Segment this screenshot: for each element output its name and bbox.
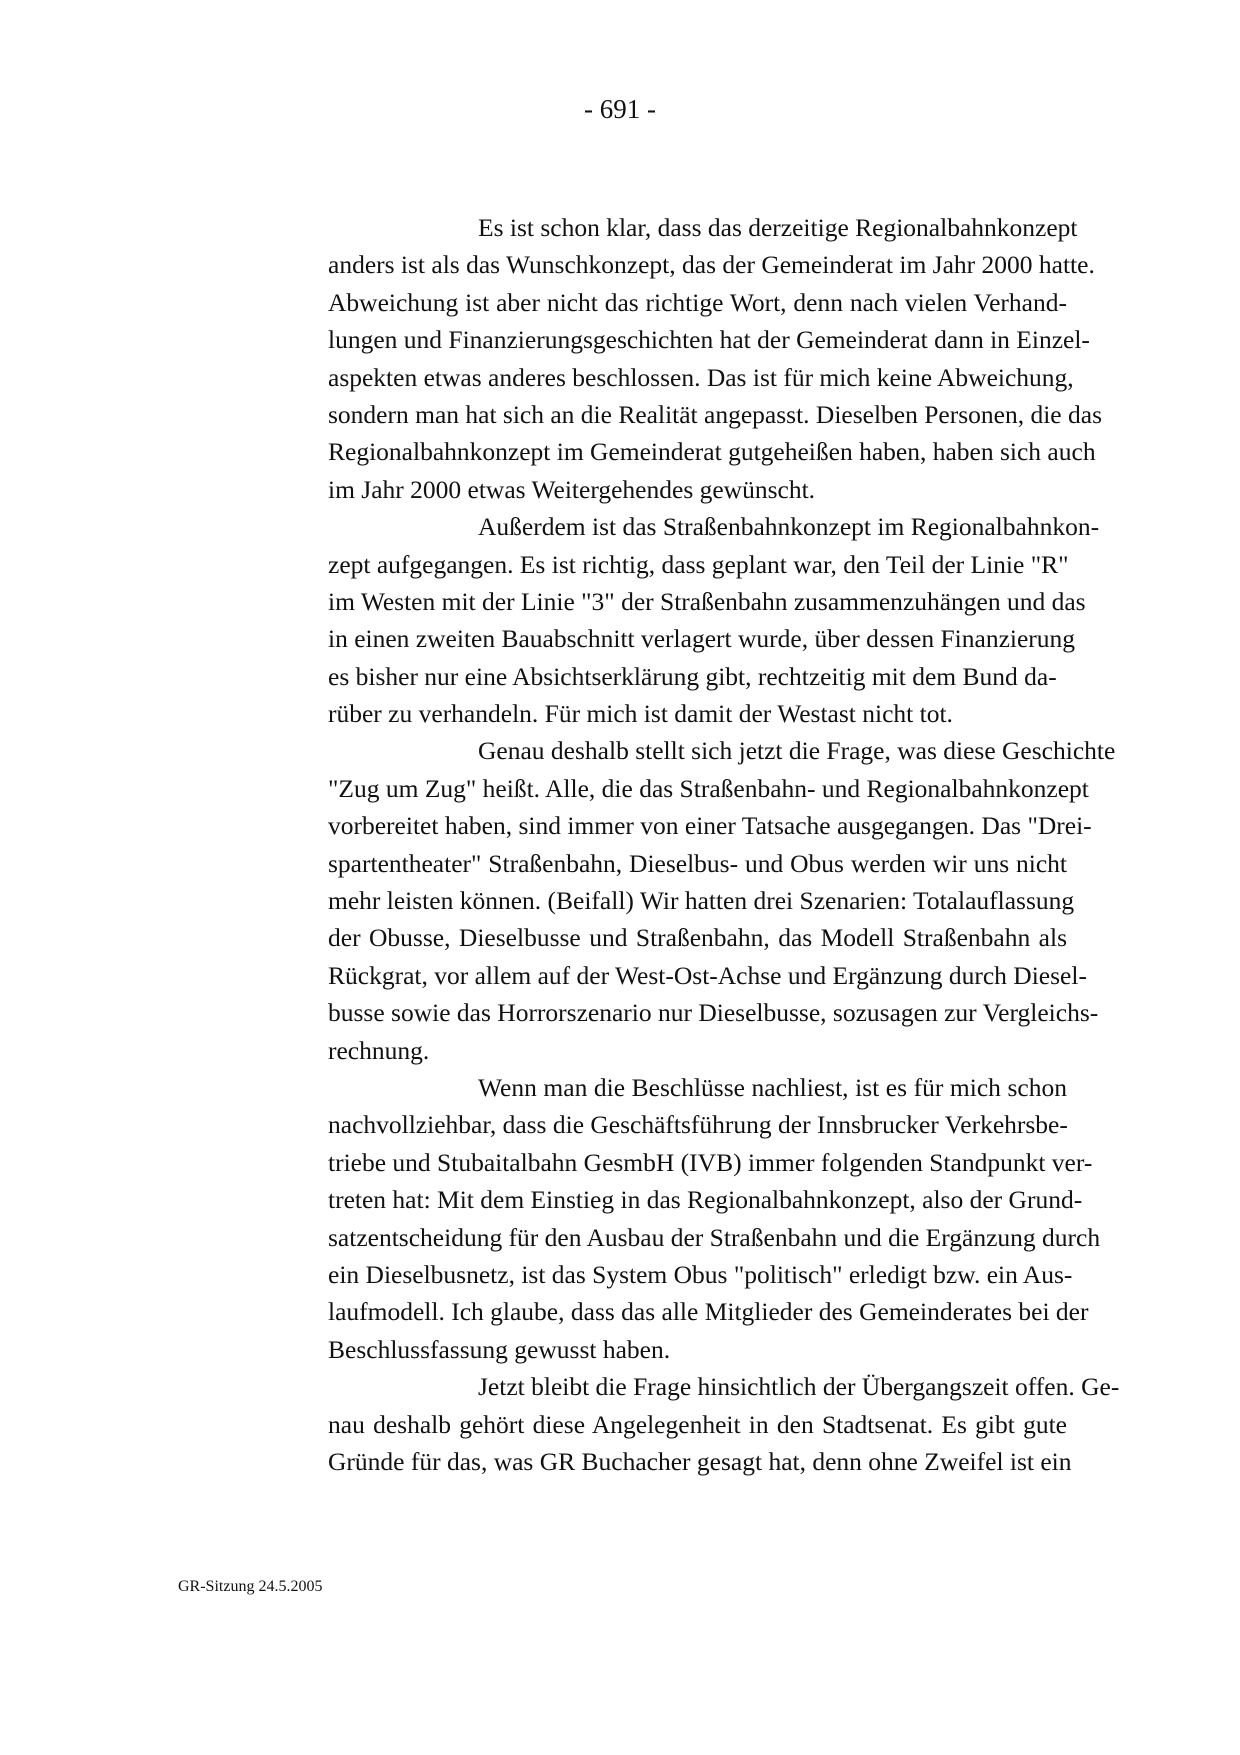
paragraph-1 bbox=[178, 209, 1102, 508]
text-line: der Obusse, Dieselbusse und Straßenbahn, das Modell Straßenbahn als bbox=[328, 923, 1067, 953]
paragraph-2 bbox=[178, 508, 1100, 732]
paragraph-4 bbox=[178, 1069, 1101, 1368]
text-line: nau deshalb gehört diese Angelegenheit in den Stadtsenat. Es gibt gute bbox=[328, 1409, 1067, 1439]
text-line: triebe und Stubaitalbahn GesmbH (IVB) immer folgenden Standpunkt ver- bbox=[328, 1147, 1093, 1177]
text-line: vorbereitet haben, sind immer von einer Tatsache ausgegangen. Das "Drei- bbox=[328, 811, 1092, 841]
text-line: zept aufgegangen. Es ist richtig, dass geplant war, den Teil der Linie "R" bbox=[328, 549, 1069, 579]
text-line: lungen und Finanzierungsgeschichten hat der Gemeinderat dann in Einzel- bbox=[328, 325, 1090, 355]
paragraph-5 bbox=[178, 1368, 1120, 1480]
text-line: im Westen mit der Linie "3" der Straßenbahn zusammenzuhängen und das bbox=[328, 586, 1086, 616]
text-line: aspekten etwas anderes beschlossen. Das ist für mich keine Abweichung, bbox=[328, 362, 1074, 392]
text-line: Rückgrat, vor allem auf der West-Ost-Achse und Ergänzung durch Diesel- bbox=[328, 960, 1087, 990]
text-line: Außerdem ist das Straßenbahnkonzept im Regionalbahnkon- bbox=[478, 512, 1100, 542]
text-line: Gründe für das, was GR Buchacher gesagt hat, denn ohne Zweifel ist ein bbox=[328, 1446, 1072, 1476]
text-line: rechnung. bbox=[328, 1035, 430, 1065]
text-line: Es ist schon klar, dass das derzeitige Regionalbahnkonzept bbox=[478, 213, 1078, 242]
document-body bbox=[178, 209, 1120, 1480]
text-line: "Zug um Zug" heißt. Alle, die das Straßenbahn- und Regionalbahnkonzept bbox=[328, 773, 1089, 803]
text-line: laufmodell. Ich glaube, dass das alle Mitglieder des Gemeinderates bei der bbox=[328, 1297, 1089, 1327]
text-line: satzentscheidung für den Ausbau der Straßenbahn und die Ergänzung durch bbox=[328, 1222, 1101, 1252]
text-line: busse sowie das Horrorszenario nur Dieselbusse, sozusagen zur Vergleichs- bbox=[328, 998, 1099, 1028]
text-line: rüber zu verhandeln. Für mich ist damit der Westast nicht tot. bbox=[328, 699, 953, 729]
text-line: Genau deshalb stellt sich jetzt die Frage, was diese Geschichte bbox=[478, 736, 1116, 766]
text-line: Jetzt bleibt die Frage hinsichtlich der Übergangszeit offen. Ge- bbox=[478, 1372, 1120, 1402]
text-line: Wenn man die Beschlüsse nachliest, ist es für mich schon bbox=[478, 1072, 1067, 1102]
text-line: nachvollziehbar, dass die Geschäftsführung der Innsbrucker Verkehrsbe- bbox=[328, 1110, 1068, 1140]
text-line: ein Dieselbusnetz, ist das System Obus "politisch" erledigt bzw. ein Aus- bbox=[328, 1259, 1073, 1289]
text-line: Abweichung ist aber nicht das richtige Wort, denn nach vielen Verhand- bbox=[328, 287, 1067, 317]
page-footer: GR-Sitzung 24.5.2005 bbox=[178, 1578, 323, 1595]
page-number: - 691 - bbox=[584, 94, 656, 124]
text-line: mehr leisten können. (Beifall) Wir hatten drei Szenarien: Totalauflassung bbox=[328, 886, 1075, 916]
text-line: im Jahr 2000 etwas Weitergehendes gewünscht. bbox=[328, 474, 816, 504]
text-line: spartentheater" Straßenbahn, Dieselbus- und Obus werden wir uns nicht bbox=[328, 848, 1067, 878]
text-line: in einen zweiten Bauabschnitt verlagert wurde, über dessen Finanzierung bbox=[328, 624, 1076, 654]
text-line: treten hat: Mit dem Einstieg in das Regionalbahnkonzept, also der Grund- bbox=[328, 1185, 1083, 1215]
text-line: anders ist als das Wunschkonzept, das der Gemeinderat im Jahr 2000 hatte. bbox=[328, 250, 1095, 280]
text-line: Regionalbahnkonzept im Gemeinderat gutgeheißen haben, haben sich auch bbox=[328, 437, 1096, 467]
text-line: Beschlussfassung gewusst haben. bbox=[328, 1334, 671, 1364]
paragraph-3 bbox=[178, 732, 1116, 1069]
text-line: es bisher nur eine Absichtserklärung gibt, rechtzeitig mit dem Bund da- bbox=[328, 661, 1057, 691]
text-line: sondern man hat sich an die Realität angepasst. Dieselben Personen, die das bbox=[328, 399, 1102, 429]
